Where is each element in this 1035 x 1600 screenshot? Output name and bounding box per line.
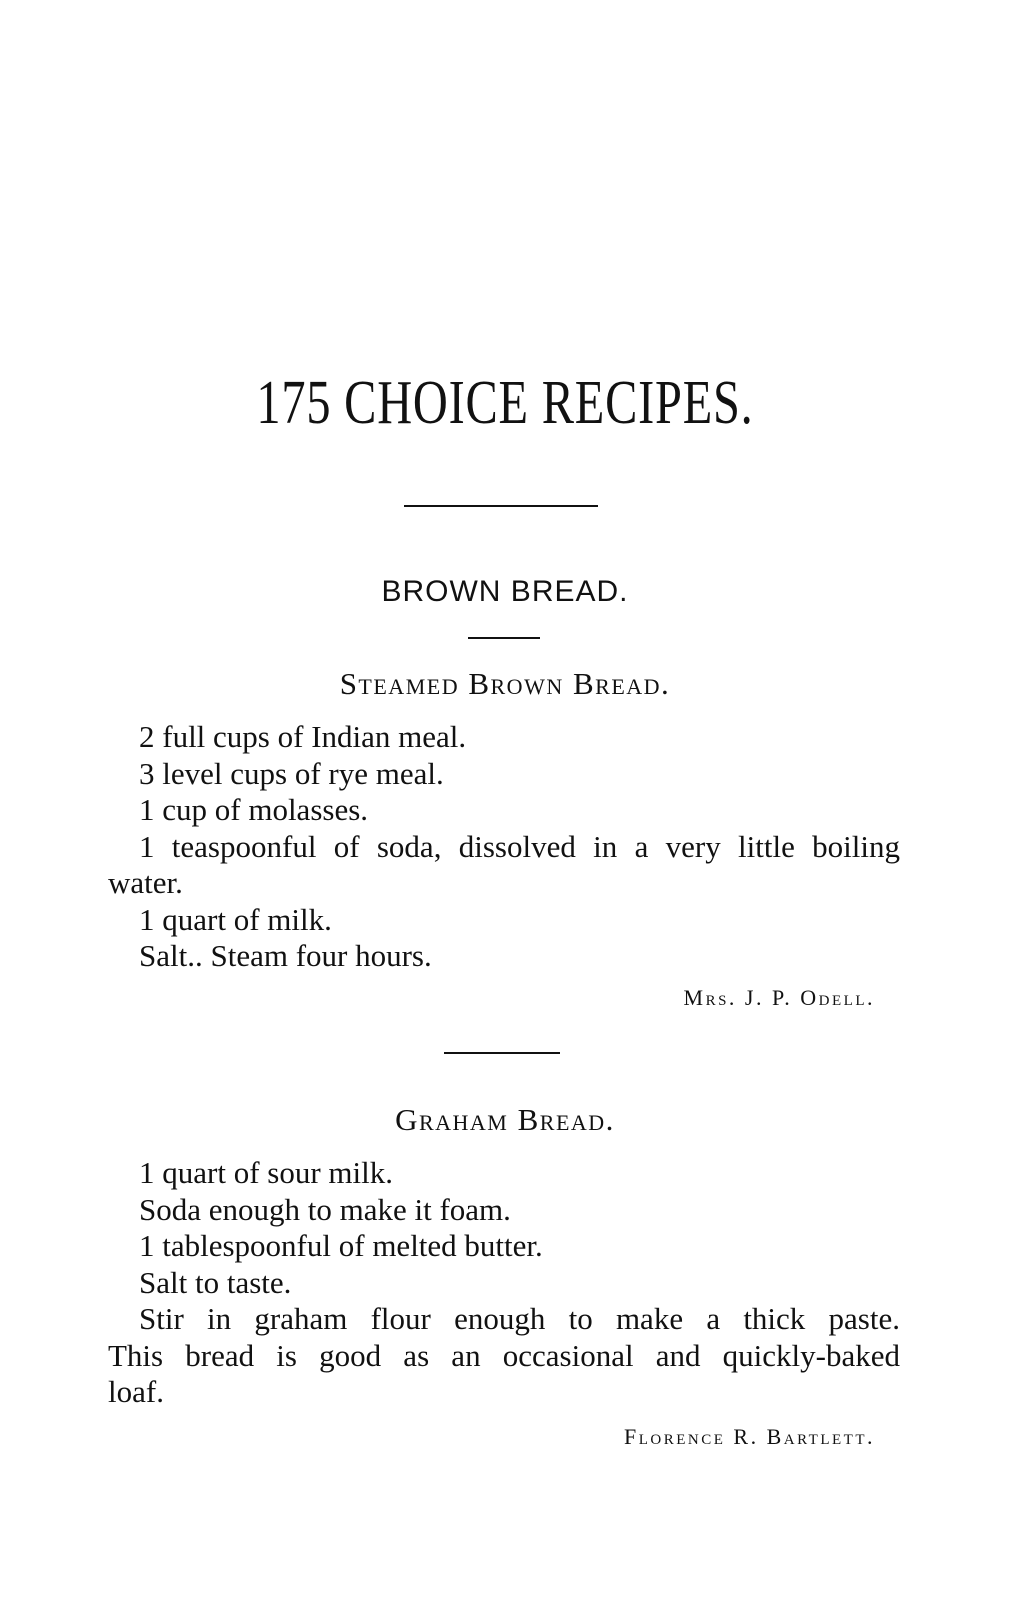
- recipe-contributor-signature: Florence R. Bartlett.: [624, 1424, 875, 1449]
- instruction-line: This bread is good as an occasional and quickly-baked: [108, 1337, 900, 1373]
- ingredient-line: 3 level cups of rye meal.: [139, 755, 444, 791]
- ingredient-line: 1 quart of milk.: [139, 901, 332, 937]
- header-divider: [404, 505, 598, 507]
- instruction-line: Salt.. Steam four hours.: [139, 938, 432, 973]
- ingredient-line-continuation: water.: [108, 865, 183, 900]
- ingredient-line: Soda enough to make it foam.: [139, 1191, 511, 1227]
- recipe-title-steamed-brown-bread: Steamed Brown Bread.: [339, 666, 671, 701]
- recipe-body-graham-bread: [108, 1155, 900, 1411]
- ingredient-line: 1 cup of molasses.: [139, 792, 369, 827]
- ingredient-line: Salt to taste.: [139, 1264, 292, 1300]
- ingredient-line: 1 tablespoonful of melted butter.: [139, 1228, 543, 1263]
- section-divider: [468, 637, 540, 639]
- ingredient-line: 1 quart of sour milk.: [139, 1155, 393, 1190]
- section-heading: BROWN BREAD.: [381, 575, 629, 608]
- running-header-title: 175 CHOICE RECIPES.: [256, 369, 754, 437]
- recipe-divider: [444, 1052, 560, 1054]
- recipe-contributor-signature: Mrs. J. P. Odell.: [683, 985, 875, 1010]
- recipe-title-graham-bread: Graham Bread.: [395, 1102, 615, 1137]
- recipe-body-steamed-brown-bread: [108, 719, 900, 975]
- ingredient-line: 2 full cups of Indian meal.: [139, 719, 467, 754]
- instruction-line-continuation: loaf.: [108, 1374, 164, 1409]
- instruction-line: Stir in graham flour enough to make a thick paste.: [139, 1301, 900, 1336]
- ingredient-line: 1 teaspoonful of soda, dissolved in a very little boiling: [139, 828, 900, 864]
